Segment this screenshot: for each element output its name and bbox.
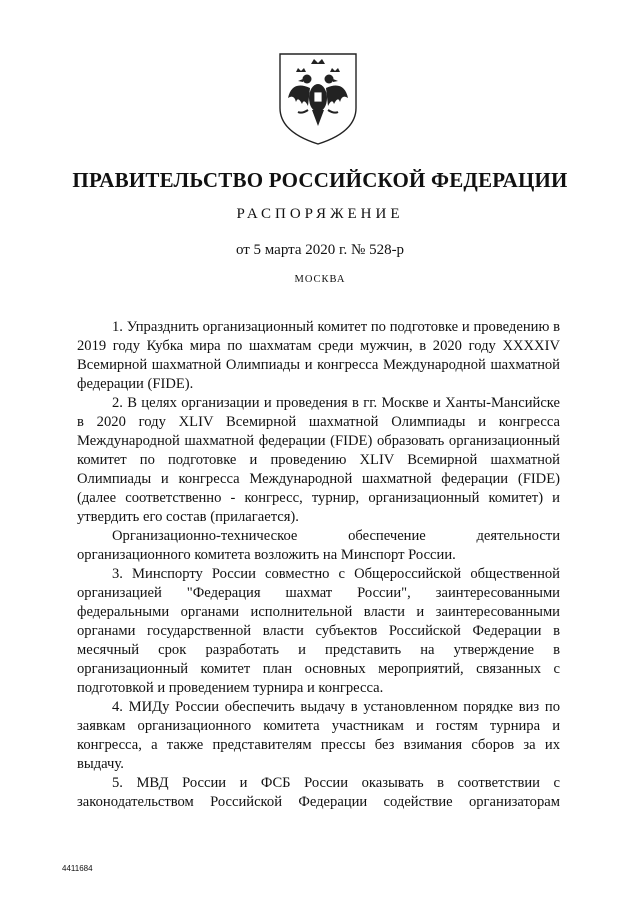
document-body (77, 318, 560, 812)
paragraph-2: 2. В целях организации и проведения в гг. Москве и Ханты-Мансийске в 2020 году XLIV Всемирной шахматной Олимпиады и конгресса Международной шахматной федерации (FIDE) образовать организационный комитет по подготовке и проведению XLIV Всемирной шахматной Олимпиады и конгресса Международной шахматной федерации (FIDE) (далее соответственно - конгресс, турнир, организационный комитет) и утвердить его состав (прилагается). (77, 395, 560, 525)
document-code: 4411684 (62, 864, 93, 873)
city: МОСКВА (294, 274, 346, 285)
paragraph-4: 4. МИДу России обеспечить выдачу в установленном порядке виз по заявкам организационного комитета участникам и гостям турнира и конгресса, а также представителям прессы без взимания сборов за их выдачу. (77, 699, 560, 772)
document-type: РАСПОРЯЖЕНИЕ (236, 206, 404, 222)
government-title: ПРАВИТЕЛЬСТВО РОССИЙСКОЙ ФЕДЕРАЦИИ (72, 168, 568, 192)
paragraph-5: 5. МВД России и ФСБ России оказывать в соответствии с законодательством Российской Федерации содействие организаторам (77, 775, 560, 810)
double-headed-eagle-emblem-icon (270, 50, 366, 148)
paragraph-2-support: Организационно-техническое обеспечение деятельности организационного комитета возложить на Минспорт России. (77, 528, 560, 563)
date-and-number: от 5 марта 2020 г. № 528-р (235, 242, 405, 258)
state-emblem (270, 50, 366, 148)
paragraph-3: 3. Минспорту России совместно с Общероссийской общественной организацией "Федерация шахмат России", заинтересованными федеральными органами исполнительной власти и заинтересованными органами государственной власти субъектов Российской Федерации в месячный срок разработать и представить на утверждение в организационный комитет план основных мероприятий, связанных с подготовкой и проведением турнира и конгресса. (77, 566, 560, 696)
paragraph-1: 1. Упразднить организационный комитет по подготовке и проведению в 2019 году Кубка мира по шахматам среди мужчин, в 2020 году XXXXIV Всемирной шахматной Олимпиады и конгресса Международной шахматной федерации (FIDE). (77, 319, 560, 392)
